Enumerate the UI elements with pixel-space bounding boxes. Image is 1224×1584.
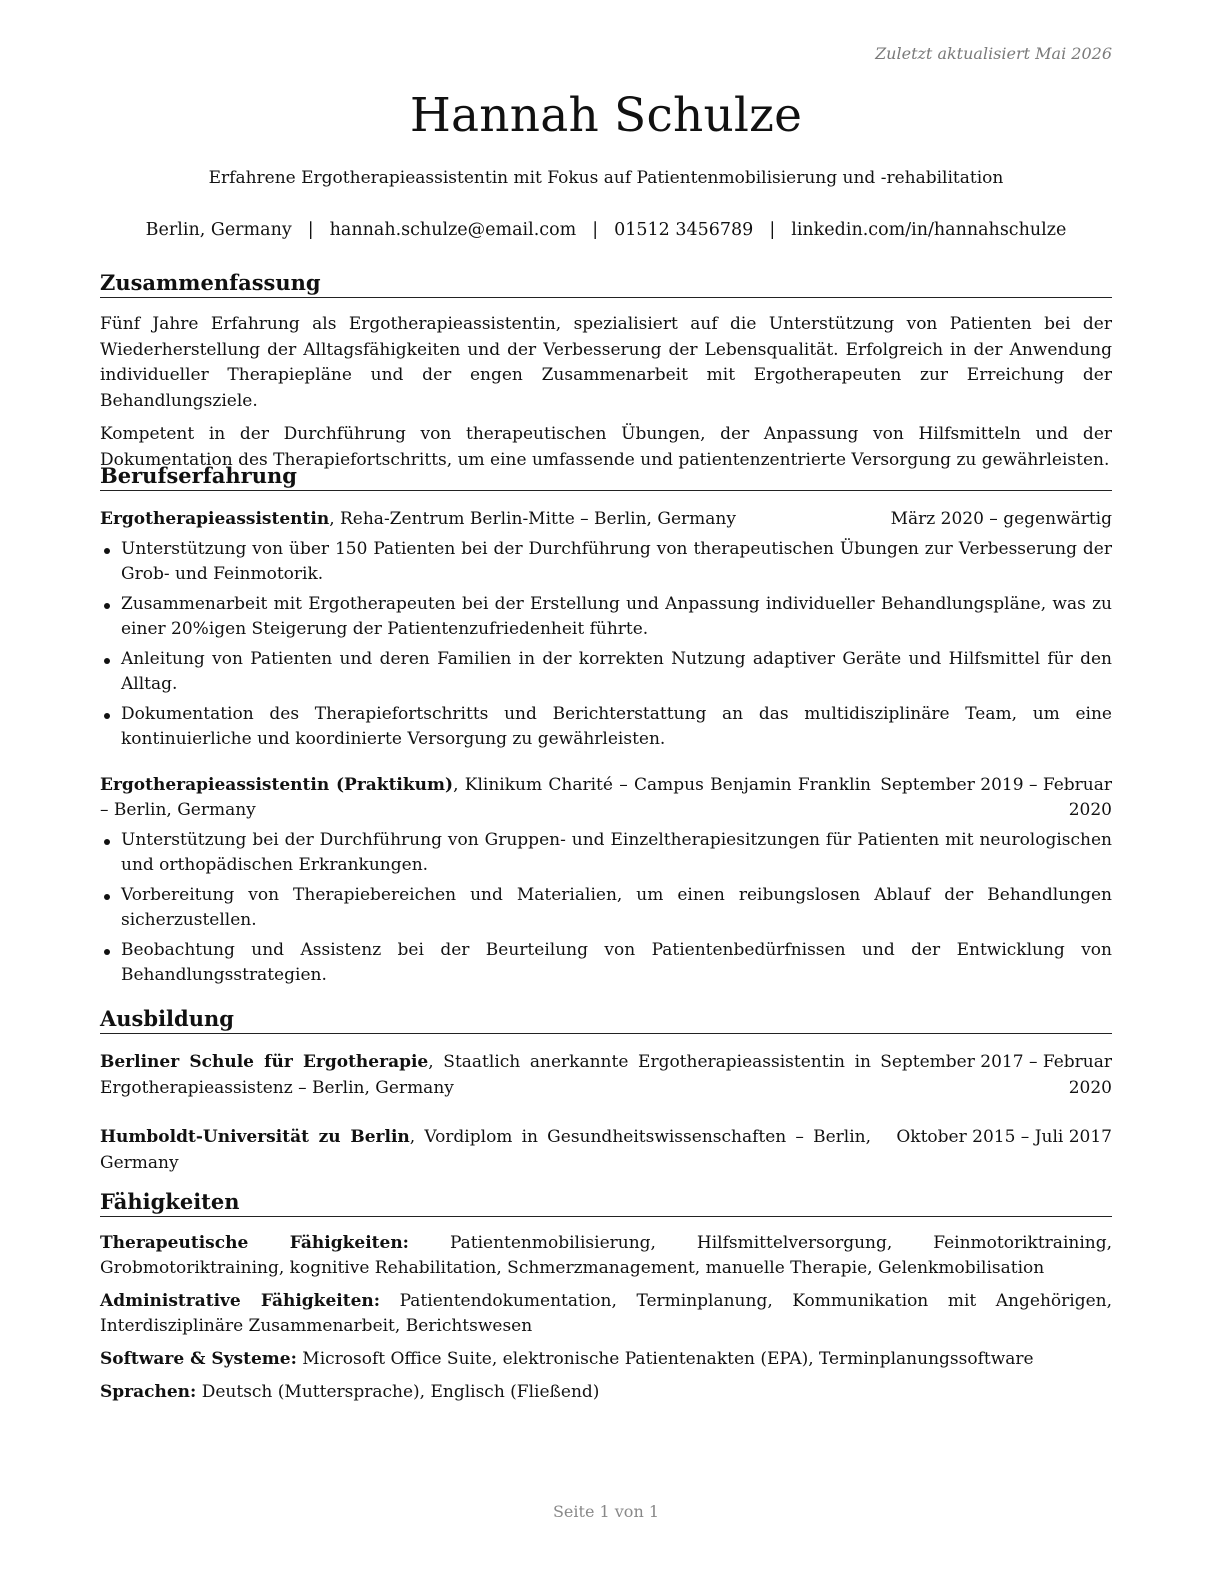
skill-group <box>100 1380 1112 1405</box>
section-title-education: Ausbildung <box>100 1006 1112 1034</box>
education-dates: Oktober 2015 – Juli 2017 <box>896 1127 1112 1147</box>
section-title-skills: Fähigkeiten <box>100 1189 1112 1217</box>
job-bullet: Unterstützung von über 150 Patienten bei der Durchführung von therapeutischen Übungen zur Verbesserung der Grob- und Feinmotorik. <box>100 537 1112 588</box>
job-bullets <box>100 828 1112 989</box>
skill-group-label: Administrative Fähigkeiten: <box>100 1291 381 1311</box>
education-details: , Staatlich anerkannte Ergotherapieassistentin in Ergotherapieassistenz – Berlin, Germany <box>100 1052 872 1098</box>
job-dates: März 2020 – gegenwärtig <box>890 509 1112 529</box>
job-role: Ergotherapieassistentin <box>100 509 330 529</box>
job-details: , Reha-Zentrum Berlin-Mitte – Berlin, Germany <box>329 509 736 529</box>
job-dates: September 2019 – Februar 2020 <box>880 774 1112 820</box>
skill-group <box>100 1289 1112 1339</box>
contact-linkedin[interactable]: linkedin.com/in/hannahschulze <box>791 220 1067 240</box>
education-header <box>100 1125 1112 1176</box>
job-bullets <box>100 537 1112 753</box>
skill-group-items: Microsoft Office Suite, elektronische Patientenakten (EPA), Terminplanungssoftware <box>302 1349 1034 1369</box>
skill-group <box>100 1231 1112 1281</box>
contact-separator: | <box>307 220 314 240</box>
education-section <box>100 1006 1112 1176</box>
summary-paragraph: Fünf Jahre Erfahrung als Ergotherapieassistentin, spezialisiert auf die Unterstützung von Patienten bei der Wiederherstellung der Alltagsfähigkeiten und der Verbesserung der Lebensqualität. Erfolgreich in der Anwendung individueller Therapiepläne und der engen Zusammenarbeit mit Ergotherapeuten zur Erreichung der Behandlungsziele. <box>100 314 1112 411</box>
skill-group-label: Sprachen: <box>100 1382 197 1402</box>
contact-email[interactable]: hannah.schulze@email.com <box>329 220 577 240</box>
job-bullet: Dokumentation des Therapiefortschritts und Berichterstattung an das multidisziplinäre Team, um eine kontinuierliche und koordinierte Versorgung zu gewährleisten. <box>100 702 1112 753</box>
job-bullet: Unterstützung bei der Durchführung von Gruppen- und Einzeltherapiesitzungen für Patienten mit neurologischen und orthopädischen Erkrankungen. <box>100 828 1112 879</box>
education-dates: September 2017 – Februar 2020 <box>880 1052 1112 1098</box>
last-updated-note: Zuletzt aktualisiert Mai 2026 <box>875 44 1112 63</box>
education-school: Berliner Schule für Ergotherapie <box>100 1052 429 1072</box>
job-bullet: Anleitung von Patienten und deren Familien in der korrekten Nutzung adaptiver Geräte und Hilfsmittel für den Alltag. <box>100 647 1112 698</box>
job-details: , Klinikum Charité – Campus Benjamin Franklin – Berlin, Germany <box>100 774 871 820</box>
education-header <box>100 1050 1112 1101</box>
contact-location: Berlin, Germany <box>145 220 292 240</box>
contact-line <box>100 220 1112 240</box>
resume-page <box>100 0 1112 1584</box>
education-entry <box>100 1125 1112 1176</box>
job-role: Ergotherapieassistentin (Praktikum) <box>100 774 454 795</box>
job-header <box>100 507 1112 533</box>
contact-phone[interactable]: 01512 3456789 <box>614 220 754 240</box>
contact-separator: | <box>592 220 599 240</box>
skills-section <box>100 1189 1112 1413</box>
tagline: Erfahrene Ergotherapieassistentin mit Fokus auf Patientenmobilisierung und -rehabilitation <box>208 168 1004 188</box>
job-bullet: Vorbereitung von Therapiebereichen und Materialien, um einen reibungslosen Ablauf der Behandlungen sicherzustellen. <box>100 883 1112 934</box>
section-title-summary: Zusammenfassung <box>100 270 1112 298</box>
experience-section <box>100 463 1112 993</box>
skill-group-items: Patientendokumentation, Terminplanung, Kommunikation mit Angehörigen, Interdisziplinäre Zusammenarbeit, Berichtswesen <box>100 1291 1112 1336</box>
job-header <box>100 773 1112 824</box>
job-bullet: Beobachtung und Assistenz bei der Beurteilung von Patientenbedürfnissen und der Entwicklung von Behandlungsstrategien. <box>100 938 1112 989</box>
skill-group-label: Software & Systeme: <box>100 1349 297 1369</box>
education-entry <box>100 1050 1112 1101</box>
section-title-experience: Berufserfahrung <box>100 463 1112 491</box>
skill-group-items: Patientenmobilisierung, Hilfsmittelversorgung, Feinmotoriktraining, Grobmotoriktraining, kognitive Rehabilitation, Schmerzmanagement, manuelle Therapie, Gelenkmobilisation <box>100 1233 1112 1278</box>
job-bullet: Zusammenarbeit mit Ergotherapeuten bei der Erstellung und Anpassung individueller Behandlungspläne, was zu einer 20%igen Steigerung der Patientenzufriedenheit führte. <box>100 592 1112 643</box>
summary-paragraph: Kompetent in der Durchführung von therapeutischen Übungen, der Anpassung von Hilfsmitteln und der Dokumentation des Therapiefortschritts, um eine umfassende und patientenzentrierte Versorgung zu gewährleisten. <box>100 424 1112 470</box>
job-entry <box>100 773 1112 989</box>
skill-group <box>100 1347 1112 1372</box>
candidate-name: Hannah Schulze <box>409 88 803 143</box>
skill-group-label: Therapeutische Fähigkeiten: <box>100 1233 409 1253</box>
skill-group-items: Deutsch (Muttersprache), Englisch (Fließend) <box>201 1382 600 1402</box>
education-school: Humboldt-Universität zu Berlin <box>100 1127 410 1147</box>
job-entry <box>100 507 1112 753</box>
contact-separator: | <box>769 220 776 240</box>
education-details: , Vordiplom in Gesundheitswissenschaften – Berlin, Germany <box>100 1127 872 1173</box>
summary-section <box>100 270 1112 473</box>
page-number: Seite 1 von 1 <box>552 1502 660 1521</box>
